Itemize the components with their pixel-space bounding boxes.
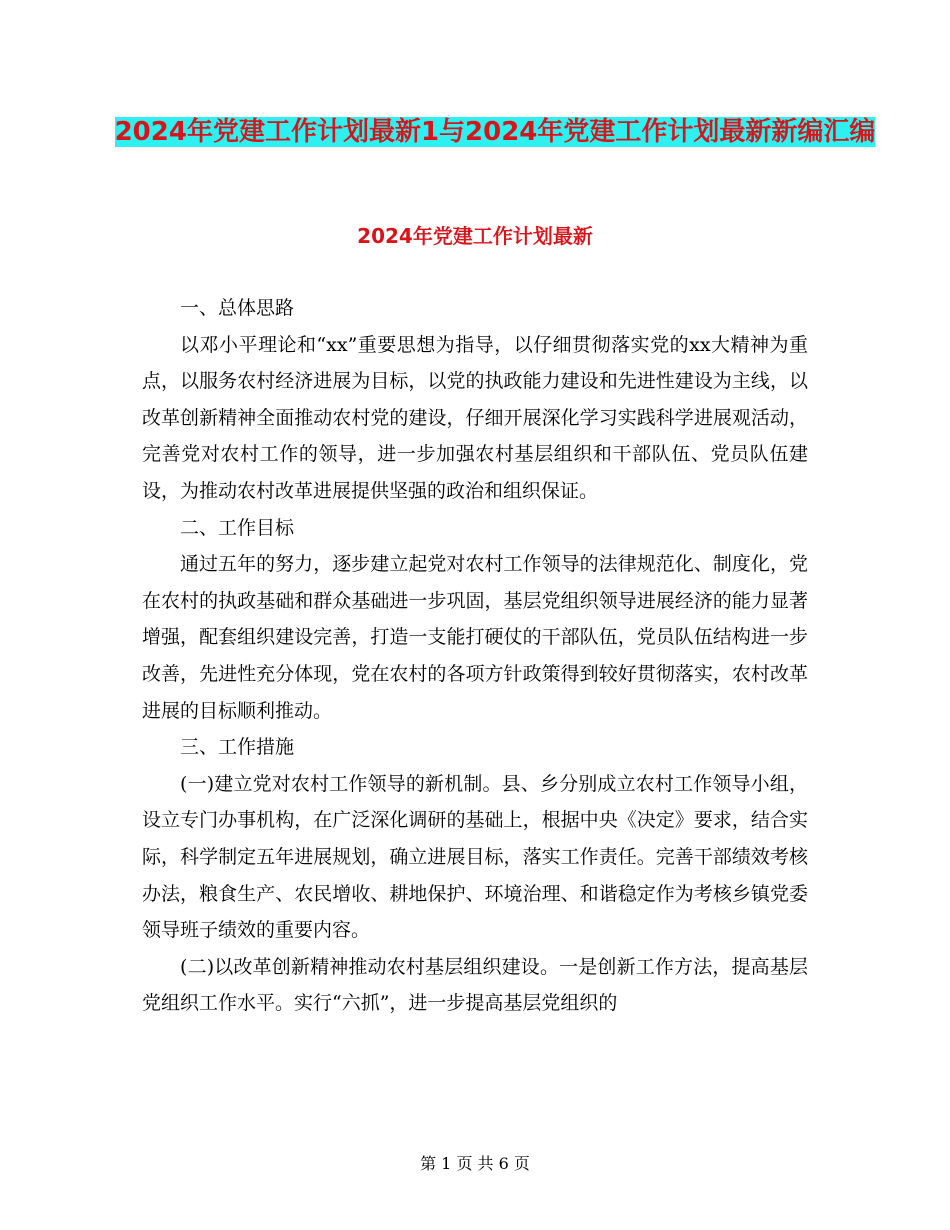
heading-overall-approach: 一、总体思路 bbox=[180, 297, 295, 319]
page-footer: 第 1 页 共 6 页 bbox=[420, 1154, 530, 1173]
paragraph-work-goals: 通过五年的努力，逐步建立起党对农村工作领导的法律规范化、制度化，党在农村的执政基础和群众基础进一步巩固，基层党组织领导进展经济的能力显著增强，配套组织建设完善，打造一支能打硬仗的干部队伍，党员队伍结构进一步改善，先进性充分体现，党在农村的各项方针政策得到较好贯彻落实，农村改革进展的目标顺利推动。 bbox=[142, 553, 808, 722]
paragraph-overall-approach: 以邓小平理论和“xx”重要思想为指导，以仔细贯彻落实党的xx大精神为重点，以服务农村经济进展为目标，以党的执政能力建设和先进性建设为主线，以改革创新精神全面推动农村党的建设，仔细开展深化学习实践科学进展观活动，完善党对农村工作的领导，进一步加强农村基层组织和干部队伍、党员队伍建设，为推动农村改革进展提供坚强的政治和组织保证。 bbox=[142, 333, 808, 502]
document-title bbox=[100, 108, 890, 156]
heading-work-goals: 二、工作目标 bbox=[180, 516, 295, 539]
paragraph-measure-2: (二)以改革创新精神推动农村基层组织建设。一是创新工作方法，提高基层党组织工作水平。实行“六抓”，进一步提高基层党组织的 bbox=[142, 955, 808, 1015]
section-title: 2024年党建工作计划最新 bbox=[357, 224, 593, 248]
document-body bbox=[142, 290, 808, 1022]
heading-work-measures: 三、工作措施 bbox=[180, 736, 295, 759]
document-title-text: 2024年党建工作计划最新1与2024年党建工作计划最新新编汇编 bbox=[114, 117, 876, 147]
paragraph-measure-1: (一)建立党对农村工作领导的新机制。县、乡分别成立农村工作领导小组，设立专门办事机构，在广泛深化调研的基础上，根据中央《决定》要求，结合实际，科学制定五年进展规划，确立进展目标，落实工作责任。完善干部绩效考核办法，粮食生产、农民增收、耕地保护、环境治理、和谐稳定作为考核乡镇党委领导班子绩效的重要内容。 bbox=[142, 772, 808, 942]
